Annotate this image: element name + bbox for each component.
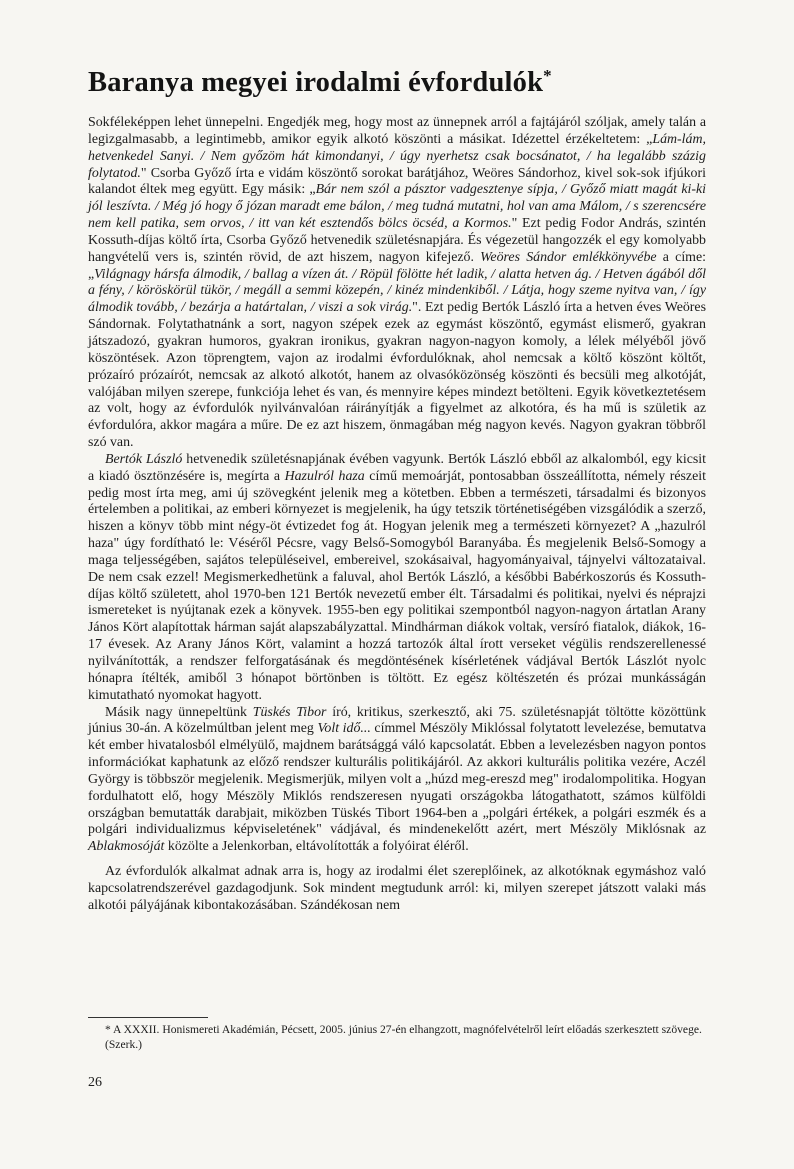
italic-run: Tüskés Tibor bbox=[252, 704, 327, 720]
article-body bbox=[88, 115, 706, 915]
text-run: című memoárját, pontosabban összeállította, némely részeit pedig most írta meg, ami új szövegként jelenik meg a kötetben. Ebben a természeti, társadalmi és bizonyos értelemben a politikai, az emberi környezet is megjelenik, ha úgy tetszik történetiségében vizsgálódik a szerző, hiszen a könyv több mint négy-öt évtizedet fog át. Hogyan jelenik meg a természeti környezet? A „hazulról haza" úgy fordítható le: Véséről Pécsre, vagy Belső-Somogyból Baranyába. És megjelenik Belső-Somogy a maga teljességében, sajátos településeivel, embereivel, szokásaival, hagyományaival, tájnyelvi változataival. De nem csak ezzel! Megismerkedhetünk a faluval, ahol Bertók László, a későbbi Babérkoszorús és Kossuth-díjas költő született, ahol 1970-ben 121 Bertók nevezetű ember élt. Társadalmi és politikai, nyelvi és néprajzi ismereteket is nyújtanak ezek a könyvek. 1955-ben egy politikai szempontból nagyon-nagyon ártatlan Arany János Kört alapítottak hárman saját alapszabályzattal. Mindhárman diákok voltak, versíró fiatalok, diákok, 16-17 évesek. Az Arany János Kört, valamint a hozzá tartozók által írott verseket végülis rendszerellenessé nyilvánították, a rendszer felforgatásának és megdöntésének kísérletének vádjával Bertók Lászlót nyolc hónapra ítélték, amiből 3 hónapot börtönben is töltött. Ez egész költészetén és prózai munkásságán kimutatható nyomokat hagyott. bbox=[88, 468, 706, 703]
italic-run: Világnagy hársfa álmodik, / ballag a vízen át. / Röpül fölötte hét ladik, / alatta hetven ág. / Hetven ágából dől a fény, / köröskörül tükör, / megáll a semmi közepén, / kinéz mindenkiből. / Látja, hogy szeme nyitva van, / így álmodik tovább, / bezárja a határtalan, / viszi a sok virág. bbox=[88, 266, 706, 316]
text-run: hetvenedik születésnapjának évében vagyunk. Bertók László ebből az alkalomból, egy kicsit a kiadó ösztönzésére is, megírta a bbox=[88, 451, 706, 484]
title-text: Baranya megyei irodalmi évfordulók bbox=[88, 67, 544, 98]
footnote-marker: * bbox=[543, 66, 552, 85]
italic-run: Bár nem szól a pásztor vadgesztenye sípja, / Győző miatt magát ki-ki jól leszívta. / Még jó hogy ő józan maradt eme bálon, / meg tudná mutatni, hol van ama Málom, / s szerencsére nem kell patika, sem orvos, / itt van két esztendős bölcs öcséd, a Kormos. bbox=[88, 182, 706, 232]
body-paragraph bbox=[88, 864, 706, 915]
page-number: 26 bbox=[88, 1075, 102, 1090]
text-run: címmel Mészöly Miklóssal folytatott levelezése, bemutatva két ember hivatalosból elmélyülő, majdnem barátsággá váló kapcsolatát. Ebben a levelezésben nagyon pontos információkat kaphatunk az előző rendszer kulturális politikájáról. Az akkori kulturális politika vezére, Aczél György is többször megjelenik. Megismerjük, milyen volt a „húzd meg-ereszd meg" irodalompolitika. Hogyan fordulhatott elő, hogy Mészöly Miklós rendszeresen nyugati országokba látogathatott, számos külföldi országban bemutatták darabjait, miközben Tüskés Tibort 1964-ben a „polgári értékek, a polgári eszmék és a polgári individualizmus képviseletének" vádjával, és mindenekelőtt azért, mert Mészöly Miklósnak az bbox=[88, 721, 706, 838]
text-run: a címe: „ bbox=[88, 249, 707, 282]
text-run: közölte a Jelenkorban, eltávolították a folyóirat éléről. bbox=[164, 839, 469, 855]
page-content bbox=[88, 66, 706, 915]
italic-run: Lám-lám, hetvenkedel Sanyi. / Nem győzöm hát kimondanyi, / úgy nyerhetsz csak bocsánatot, / ha legalább százig folytatod. bbox=[88, 131, 706, 181]
footnote: * A XXXII. Honismereti Akadémián, Pécsett, 2005. június 27-én elhangzott, magnófelvételről leírt előadás szerkesztett szövege. (Szerk.) bbox=[105, 1023, 702, 1051]
footnote-divider bbox=[88, 1017, 208, 1018]
text-run: ". Ezt pedig Bertók László írta a hetven éves Weöres Sándornak. Folytathatnánk a sort, nagyon szépek ezek az egymást köszöntő, egymást elismerő, gyakran játszadozó, gyakran humoros, gyakran ironikus, gyakran nagyon-nagyon komoly, a lélek mélyéből jövő köszöntések. Azon töprengtem, vajon az irodalmi évfordulóknak, ahol nemcsak a költő köszönt költőt, prózaíró prózaírót, nemcsak az alkotó alkotót, hanem az olvasóközönség köszönti és becsüli meg alkotóját, valójában milyen szerepe, funkciója lehet és van, és mennyire képes mindezt betölteni. Egyik következtetésem az volt, hogy az évfordulók nyilvánvalóan ráirányítják a figyelmet az alkotóra, és ha mű is születik az évfordulóra, akkor magára a műre. De ez azt hiszem, önmagában még nagyon kevés. Nagyon gyakran többről szó van. bbox=[88, 300, 706, 451]
italic-run: Bertók László bbox=[105, 451, 183, 467]
text-run: Az évfordulók alkalmat adnak arra is, hogy az irodalmi élet szereplőinek, az alkotóknak egymáshoz való kapcsolatrendszerével gazdagodjunk. Sok mindent megtudunk arról: ki, milyen szerepet játszott valaki más alkotói pályájának kibontakozásában. Szándékosan nem bbox=[88, 864, 706, 913]
text-run: Sokféleképpen lehet ünnepelni. Engedjék meg, hogy most az ünnepnek arról a fajtájáról szóljak, amely talán a legizgalmasabb, a legintimebb, amikor egyik alkotó köszönti a másikat. Idézettel érzékeltetem: „ bbox=[88, 115, 706, 147]
text-run: " Ezt pedig Fodor András, szintén Kossuth-díjas költő írta, Csorba Győző hetvenedik születésnapjára. És végezetül hangozzék el egy komolyabb hangvételű vers is, szintén rövid, de azt hiszem, nagyon kifejező. bbox=[88, 216, 707, 265]
text-run: " Csorba Győző írta e vidám köszöntő sorokat barátjához, Weöres Sándorhoz, kivel sok-sok ifjúkori kalandot éltek meg együtt. Egy másik: „ bbox=[88, 165, 706, 198]
page-title bbox=[88, 66, 706, 99]
italic-run: Weöres Sándor emlékkönyvébe bbox=[480, 249, 657, 265]
body-paragraph bbox=[88, 452, 706, 705]
text-run: író, kritikus, szerkesztő, aki 75. születésnapját töltötte közöttünk június 30-án. A közelmúltban jelent meg bbox=[88, 704, 707, 737]
body-paragraph bbox=[88, 115, 706, 452]
italic-run: Ablakmosóját bbox=[88, 839, 165, 855]
body-paragraph bbox=[88, 705, 706, 857]
text-run: Másik nagy ünnepeltünk bbox=[105, 704, 253, 720]
italic-run: Volt idő... bbox=[317, 721, 371, 737]
italic-run: Hazulról haza bbox=[284, 468, 365, 484]
